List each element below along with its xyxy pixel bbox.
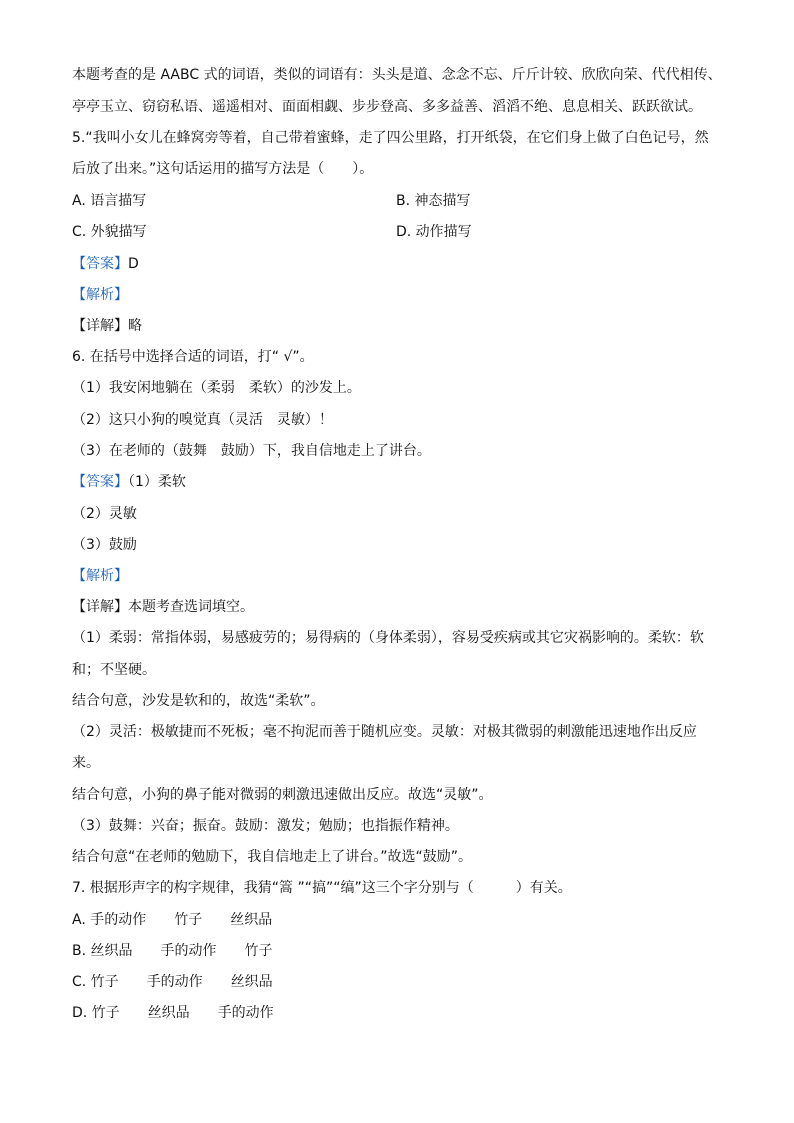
q6-detail: [72, 596, 254, 618]
detail-tag: 【详解】: [72, 318, 128, 334]
option-part: B. 丝织品: [72, 943, 133, 959]
q5-option-a: A. 语言描写: [72, 193, 147, 209]
q5-answer: [72, 253, 139, 275]
q6-sentence-1: （1）我安闲地躺在（柔弱 柔软）的沙发上。: [72, 380, 361, 396]
q6-detail-1b: 和；不坚硬。: [72, 662, 156, 678]
option-part: 丝织品: [230, 912, 273, 928]
answer-value: D: [128, 256, 139, 272]
q6-detail-3b: 结合句意“在老师的勉励下，我自信地走上了讲台。”故选“鼓励”。: [72, 849, 473, 865]
q7-stem: 7. 根据形声字的构字规律，我猜“篙 ”“搞”“缟”这三个字分别与（ ）有关。: [72, 880, 572, 896]
option-part: D. 竹子: [72, 1005, 120, 1021]
q6-detail-2a: （2）灵活：极敏捷而不死板；毫不拘泥而善于随机应变。灵敏：对极其微弱的刺激能迅速地作出反应: [72, 724, 697, 740]
q6-sentence-3: （3）在老师的（鼓舞 鼓励）下，我自信地走上了讲台。: [72, 443, 431, 459]
q6-answer: [72, 471, 186, 493]
q6-sentence-2: （2）这只小狗的嗅觉真（灵活 灵敏）！: [72, 412, 333, 428]
analysis-tag: 【解析】: [72, 568, 128, 584]
q5-stem-line-1: 5.“我叫小女儿在蜂窝旁等着，自己带着蜜蜂，走了四公里路，打开纸袋，在它们身上做了白色记号，然: [72, 130, 709, 146]
q6-detail-2c: 结合句意，小狗的鼻子能对微弱的刺激迅速做出反应。故选“灵敏”。: [72, 787, 493, 803]
analysis-tag: 【解析】: [72, 287, 128, 303]
detail-text: 略: [128, 318, 142, 334]
q6-stem: 6. 在括号中选择合适的词语，打“ √”。: [72, 349, 314, 365]
q6-answer-3: （3）鼓励: [72, 537, 137, 553]
q6-detail-2b: 来。: [72, 755, 100, 771]
option-part: 丝织品: [230, 974, 273, 990]
q5-option-c: C. 外貌描写: [72, 224, 147, 240]
q6-answer-2: （2）灵敏: [72, 506, 137, 522]
detail-tag: 【详解】: [72, 599, 128, 615]
q7-option-a: [72, 909, 272, 931]
option-part: 竹子: [244, 943, 273, 959]
option-part: A. 手的动作: [72, 912, 147, 928]
q5-option-b: B. 神态描写: [396, 193, 471, 209]
q6-detail-1a: （1）柔弱：常指体弱，易感疲劳的；易得病的（身体柔弱），容易受疾病或其它灾祸影响的。柔软：软: [72, 630, 704, 646]
q5-stem-line-2: 后放了出来。”这句话运用的描写方法是（ ）。: [72, 161, 374, 177]
intro-line-2: 亭亭玉立、窃窃私语、遥遥相对、面面相觑、步步登高、多多益善、滔滔不绝、息息相关、跃跃欲试。: [72, 99, 702, 115]
detail-text: 本题考查选词填空。: [128, 599, 254, 615]
q5-detail: [72, 315, 142, 337]
q7-option-b: [72, 940, 273, 962]
q7-option-d: [72, 1002, 274, 1024]
option-part: 竹子: [174, 912, 203, 928]
answer-value: （1）柔软: [128, 474, 186, 490]
answer-tag: 【答案】: [72, 474, 128, 490]
intro-line-1: 本题考查的是 AABC 式的词语，类似的词语有：头头是道、念念不忘、斤斤计较、欣欣向荣、代代相传、: [72, 67, 722, 83]
q6-detail-1c: 结合句意，沙发是软和的，故选“柔软”。: [72, 693, 325, 709]
option-part: 手的动作: [217, 1005, 274, 1021]
option-part: 手的动作: [146, 974, 203, 990]
answer-tag: 【答案】: [72, 256, 128, 272]
option-part: 丝织品: [147, 1005, 190, 1021]
q5-option-d: D. 动作描写: [396, 224, 472, 240]
q7-option-c: [72, 971, 273, 993]
q5-analysis: [72, 284, 128, 306]
option-part: 手的动作: [160, 943, 217, 959]
q6-detail-3a: （3）鼓舞：兴奋；振奋。鼓励：激发；勉励；也指振作精神。: [72, 818, 459, 834]
option-part: C. 竹子: [72, 974, 119, 990]
q6-analysis: [72, 565, 128, 587]
